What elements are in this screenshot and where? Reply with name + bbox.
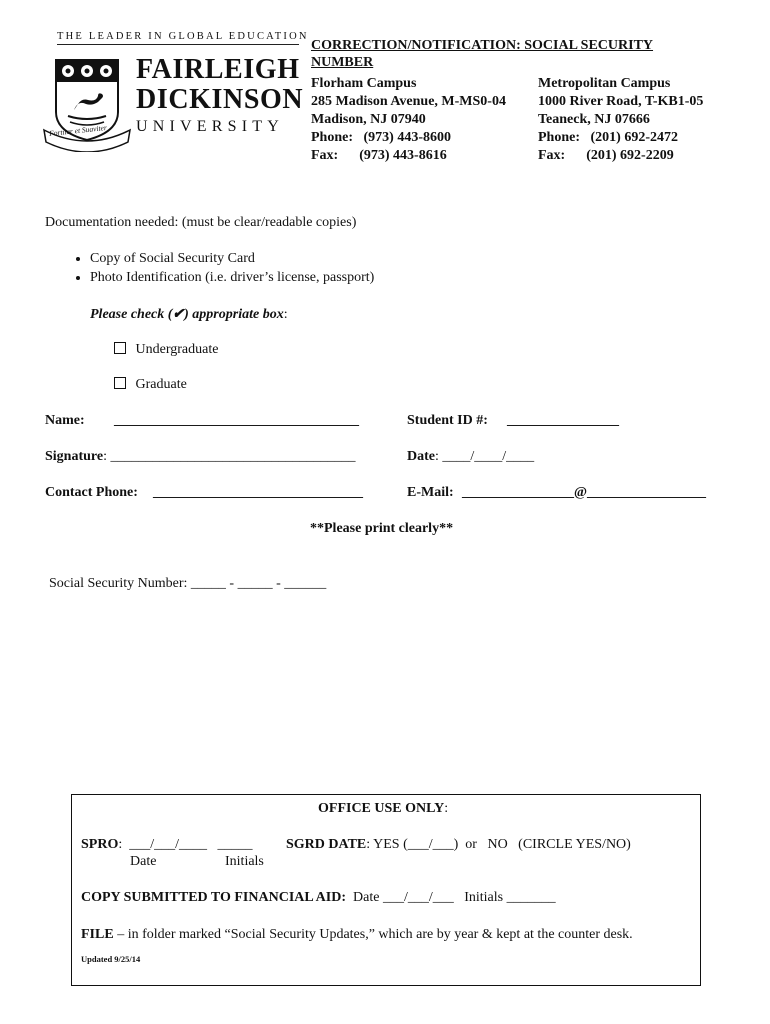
student-id-label: Student ID #: (407, 413, 488, 428)
campus-city: Teaneck, NJ 07666 (538, 112, 650, 127)
graduate-checkbox[interactable] (114, 377, 126, 389)
undergraduate-option[interactable] (114, 342, 218, 358)
undergraduate-checkbox[interactable] (114, 342, 126, 354)
documentation-heading: Documentation needed: (must be clear/readable copies) (45, 215, 357, 230)
file-label: FILE (81, 927, 114, 942)
file-row (81, 927, 633, 943)
logo-rule (57, 44, 299, 45)
name-label: Name: (45, 413, 85, 428)
sgrd-field[interactable]: : YES (___/___) or NO (CIRCLE YES/NO) (366, 837, 631, 852)
copy-submitted-row[interactable] (81, 890, 556, 906)
copy-submitted-field[interactable]: Date ___/___/___ Initials _______ (346, 890, 556, 905)
spro-initials-caption: Initials (225, 854, 264, 869)
spro-field[interactable]: : ___/___/____ _____ (118, 837, 253, 852)
contact-phone-field[interactable]: ______________________________ (153, 485, 363, 500)
signature-label: Signature (45, 449, 104, 464)
updated-date: Updated 9/25/14 (81, 954, 141, 964)
campus-fax: Fax: (973) 443-8616 (311, 148, 447, 163)
signature-field[interactable]: : ___________________________________ (103, 449, 356, 464)
email-label: E-Mail: (407, 485, 454, 500)
ssn-field[interactable]: Social Security Number: _____ - _____ - ______ (49, 576, 327, 591)
copy-submitted-label: COPY SUBMITTED TO FINANCIAL AID: (81, 890, 347, 905)
check-prompt-text: Please check (✔) appropriate box (90, 307, 284, 322)
office-title-colon: : (444, 801, 449, 816)
spro-label: SPRO (81, 837, 119, 852)
logo-name-university: UNIVERSITY (136, 118, 284, 135)
logo-tagline: THE LEADER IN GLOBAL EDUCATION (57, 31, 309, 42)
logo-name-fairleigh: FAIRLEIGH (136, 54, 300, 85)
campus-name: Metropolitan Campus (538, 76, 671, 91)
campus-fax: Fax: (201) 692-2209 (538, 148, 674, 163)
campus-address: 1000 River Road, T-KB1-05 (538, 94, 704, 109)
check-prompt-colon: : (283, 307, 288, 322)
sgrd-row[interactable] (286, 837, 631, 853)
campus-name: Florham Campus (311, 76, 417, 91)
form-title-line2: NUMBER (311, 55, 374, 70)
office-title (318, 801, 448, 817)
form-title-line1: CORRECTION/NOTIFICATION: SOCIAL SECURITY (311, 38, 654, 53)
list-item: • Copy of Social Security Card (90, 251, 374, 267)
date-label: Date (407, 449, 435, 464)
print-clearly-note: **Please print clearly** (310, 521, 454, 536)
spro-row[interactable] (81, 837, 253, 853)
campus-phone: Phone: (973) 443-8600 (311, 130, 451, 145)
contact-phone-label: Contact Phone: (45, 485, 138, 500)
sgrd-label: SGRD DATE (286, 837, 367, 852)
florham-campus-block (311, 75, 506, 165)
list-item: • Photo Identification (i.e. driver’s license, passport) (90, 270, 374, 286)
logo-name-dickinson: DICKINSON (136, 84, 304, 115)
graduate-option[interactable] (114, 377, 187, 393)
name-field[interactable]: ___________________________________ (114, 413, 359, 428)
date-row[interactable] (407, 449, 534, 465)
signature-row[interactable] (45, 449, 355, 465)
spro-date-caption: Date (130, 854, 157, 869)
file-instructions: – in folder marked “Social Security Updates,” which are by year & kept at the counter desk. (113, 927, 633, 942)
check-prompt (90, 306, 288, 323)
campus-city: Madison, NJ 07940 (311, 112, 426, 127)
office-title-text: OFFICE USE ONLY (318, 801, 445, 816)
campus-address: 285 Madison Avenue, M-MS0-04 (311, 94, 506, 109)
option-label: Graduate (135, 377, 187, 392)
option-label: Undergraduate (135, 342, 219, 357)
student-id-field[interactable]: ________________ (507, 413, 619, 428)
email-field[interactable]: ________________@_________________ (462, 485, 707, 500)
metropolitan-campus-block (538, 75, 703, 165)
seal-motto: Fortiter et Suaviter (48, 122, 108, 139)
date-field[interactable]: : ____/____/____ (435, 449, 535, 464)
documentation-list (70, 251, 374, 289)
campus-phone: Phone: (201) 692-2472 (538, 130, 678, 145)
